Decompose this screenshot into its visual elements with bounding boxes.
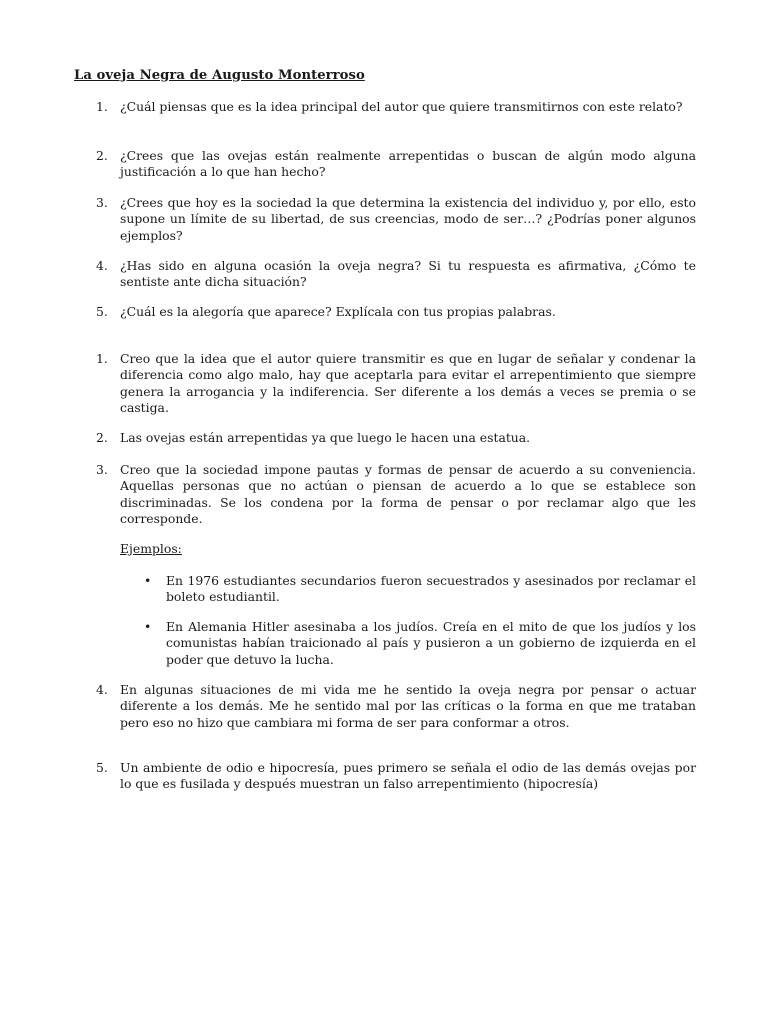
answer-text: Creo que la idea que el autor quiere transmitir es que en lugar de señalar y condenar la diferencia como algo malo, hay que aceptarla para evitar el arrepentimiento que siempre genera la arrogancia y la indiferencia. Ser diferente a los demás a veces se premia o se castiga. <box>120 351 696 415</box>
answer-number: 1. <box>96 351 108 366</box>
answer-number: 4. <box>96 682 108 697</box>
question-item <box>96 258 696 291</box>
bullet-marker: • <box>144 619 152 634</box>
question-number: 4. <box>96 258 108 273</box>
question-item <box>96 304 696 320</box>
question-item <box>96 195 696 244</box>
question-text: ¿Has sido en alguna ocasión la oveja negra? Si tu respuesta es afirmativa, ¿Cómo te sentiste ante dicha situación? <box>120 258 696 290</box>
answer-item <box>96 760 696 793</box>
answer-number: 3. <box>96 462 108 477</box>
answer-text: En algunas situaciones de mi vida me he sentido la oveja negra por pensar o actuar diferente a los demás. Me he sentido mal por las críticas o la forma en que me trataban pero eso no hizo que cambiara mi forma de ser para conformar a otros. <box>120 682 696 730</box>
answer-number: 2. <box>96 430 108 445</box>
answer-item <box>96 351 696 416</box>
answer-item <box>96 430 696 446</box>
question-text: ¿Crees que hoy es la sociedad la que determina la existencia del individuo y, por ello, esto supone un límite de su libertad, de sus creencias, modo de ser…? ¿Podrías poner algunos ejemplos? <box>120 195 696 243</box>
answer-number: 5. <box>96 760 108 775</box>
answer-text: Un ambiente de odio e hipocresía, pues primero se señala el odio de las demás ovejas por lo que es fusilada y después muestran un falso arrepentimiento (hipocresía) <box>120 760 696 792</box>
question-item <box>96 148 696 181</box>
question-text: ¿Crees que las ovejas están realmente arrepentidas o buscan de algún modo alguna justificación a lo que han hecho? <box>120 148 696 180</box>
answer-item <box>96 462 696 527</box>
example-text: En Alemania Hitler asesinaba a los judíos. Creía en el mito de que los judíos y los comunistas habían traicionado al país y pusieron a un gobierno de izquierda en el poder que detuvo la lucha. <box>166 619 696 667</box>
example-bullet-item <box>144 573 696 606</box>
example-bullet-item <box>144 619 696 668</box>
examples-label: Ejemplos: <box>120 541 182 556</box>
question-number: 3. <box>96 195 108 210</box>
question-number: 1. <box>96 99 108 114</box>
question-text: ¿Cuál es la alegoría que aparece? Explícala con tus propias palabras. <box>120 304 556 319</box>
question-number: 2. <box>96 148 108 163</box>
answer-item <box>96 682 696 731</box>
question-text: ¿Cuál piensas que es la idea principal del autor que quiere transmitirnos con este relato? <box>120 99 683 114</box>
question-item <box>96 99 696 115</box>
answer-text: Creo que la sociedad impone pautas y formas de pensar de acuerdo a su conveniencia. Aquellas personas que no actúan o piensan de acuerdo a lo que se establece son discriminadas. Se los condena por la forma de pensar o por reclamar algo que les corresponde. <box>120 462 696 526</box>
question-number: 5. <box>96 304 108 319</box>
bullet-marker: • <box>144 573 152 588</box>
document-title: La oveja Negra de Augusto Monterroso <box>74 68 365 83</box>
example-text: En 1976 estudiantes secundarios fueron secuestrados y asesinados por reclamar el boleto estudiantil. <box>166 573 696 605</box>
answer-text: Las ovejas están arrepentidas ya que luego le hacen una estatua. <box>120 430 531 445</box>
